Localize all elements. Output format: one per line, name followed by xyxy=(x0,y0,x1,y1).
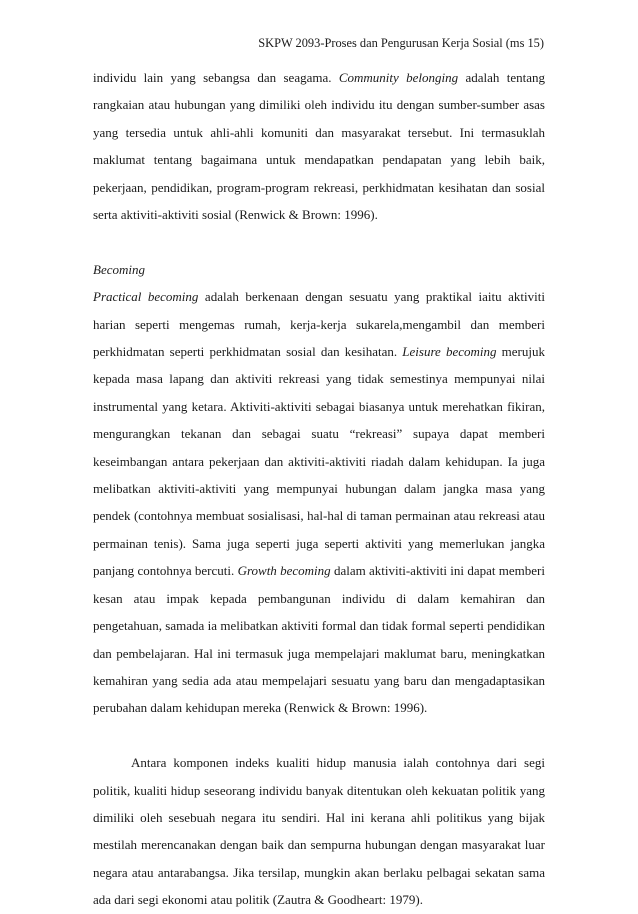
section-heading: Becoming xyxy=(93,261,145,277)
text-run: merujuk kepada masa lapang dan aktiviti rekreasi yang tidak semestinya mempunyai nilai instrumental yang ketara. Aktiviti-aktiviti sebagai biasanya untuk merehatkan fikiran, mengurangkan tekanan dan sebagai suatu “rekreasi” supaya dapat memberi keseimbangan antara pekerjaan dan aktiviti-aktiviti riadah dalam kehidupan. Ia juga melibatkan aktiviti-aktiviti yang mempunyai hubungan dalam jangka masa yang pendek (contohnya membuat sosialisasi, hal-hal di taman permainan atau rekreasi atau permainan tenis). Sama juga seperti juga seperti aktiviti yang memerlukan jangka panjang contohnya bercuti. xyxy=(93,344,545,579)
italic-term: Community belonging xyxy=(338,70,459,85)
text-run: adalah tentang rangkaian atau hubungan yang dimiliki oleh individu itu dengan sumber-sumber asas yang tersedia untuk ahli-ahli komuniti dan masyarakat tersebut. Ini termasuklah maklumat tentang bagaimana untuk mendapatkan pendapatan yang lebih baik, pekerjaan, pendidikan, program-program rekreasi, perkhidmatan kesihatan dan sosial serta aktiviti-aktiviti sosial (Renwick & Brown: 1996). xyxy=(93,70,545,223)
italic-term: Growth becoming xyxy=(237,563,331,579)
italic-term: Leisure becoming xyxy=(402,344,497,360)
paragraph-politics: Antara komponen indeks kualiti hidup manusia ialah contohnya dari segi politik, kualiti hidup seseorang individu banyak ditentukan oleh kekuatan politik yang dimiliki oleh sesebuah negara itu sendiri. Hal ini kerana ahli politikus yang bijak mestilah merencanakan dengan baik dan sempurna hubungan dengan masyarakat luar negara atau antarabangsa. Jika tersilap, mungkin akan berlaku pelbagai sekatan sama ada dari segi ekonomi atau politik (Zautra & Goodheart: 1979). xyxy=(93,755,545,908)
text-run: dalam aktiviti-aktiviti ini dapat memberi kesan atau impak kepada pembangunan individu di dalam kemahiran dan pengetahuan, samada ia melibatkan aktiviti formal dan tidak formal seperti pendidikan dan pembelajaran. Hal ini termasuk juga mempelajari maklumat baru, meningkatkan kemahiran yang sedia ada atau mempelajari sesuatu yang baru dan mengadaptasikan perubahan dalam kehidupan mereka (Renwick & Brown: 1996). xyxy=(93,563,545,716)
paragraph-gap xyxy=(93,228,545,255)
italic-term: Practical becoming xyxy=(93,289,199,305)
paragraph-community-belonging xyxy=(93,64,545,228)
text-run: individu lain yang sebangsa dan seagama. xyxy=(93,70,339,85)
body-text xyxy=(93,64,545,914)
text-run: adalah berkenaan dengan sesuatu yang praktikal iaitu aktiviti harian seperti mengemas rumah, kerja-kerja sukarela,mengambil dan memberi perkhidmatan seperti perkhidmatan sosial dan kesihatan. xyxy=(93,289,545,360)
running-header: SKPW 2093-Proses dan Pengurusan Kerja Sosial (ms 15) xyxy=(258,36,544,50)
paragraph-becoming xyxy=(93,283,545,722)
paragraph-gap xyxy=(93,722,545,749)
